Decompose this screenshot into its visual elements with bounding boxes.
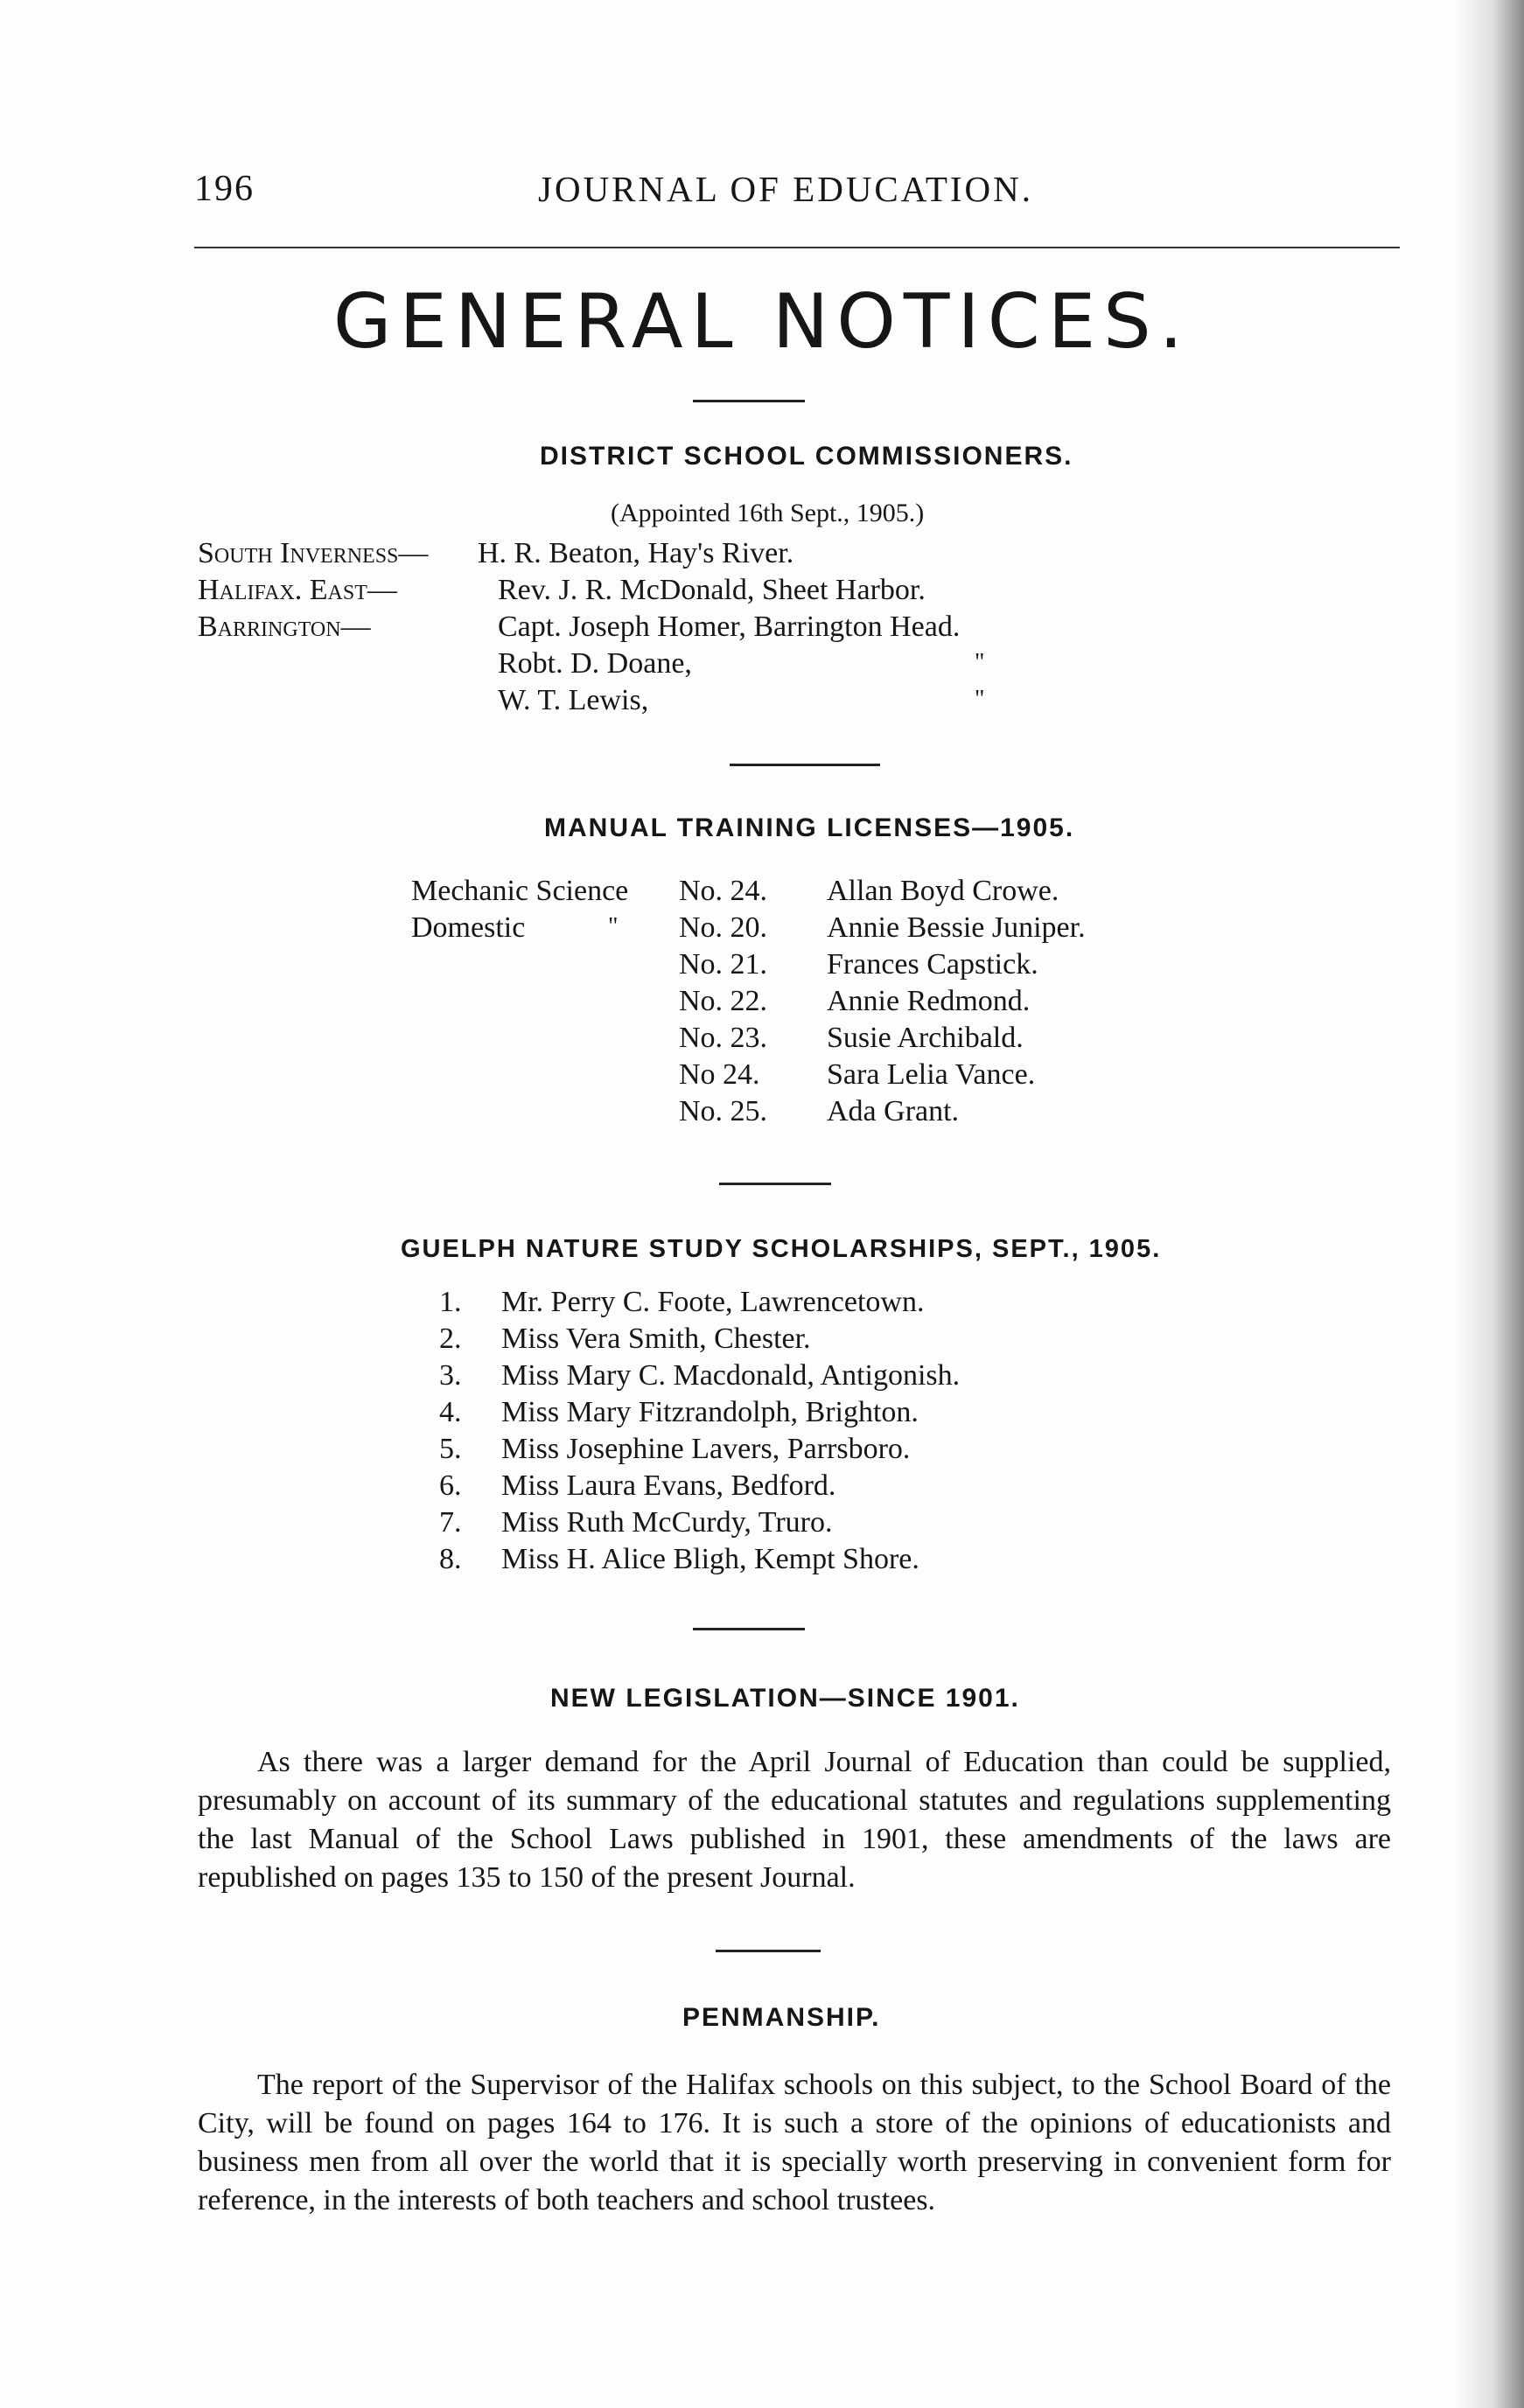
license-holder: Susie Archibald. bbox=[827, 1022, 1024, 1054]
penmanship-paragraph: The report of the Supervisor of the Halifax schools on this subject, to the School Board of the City, will be found on pages 164 to 176. It is such a store of the opinions of educationists and business men from all over the world that it is specially worth preserving in convenient form for reference, in the interests of both teachers and school trustees. bbox=[198, 2069, 1391, 2216]
scholar-name: Miss Ruth McCurdy, Truro. bbox=[501, 1506, 833, 1539]
license-holder: Annie Redmond. bbox=[827, 985, 1031, 1017]
license-number: No. 23. bbox=[679, 1022, 768, 1054]
list-number: 2. bbox=[439, 1323, 462, 1355]
page-title: GENERAL NOTICES. bbox=[332, 278, 1192, 366]
license-holder: Annie Bessie Juniper. bbox=[827, 911, 1086, 944]
license-category: Domestic bbox=[411, 911, 526, 944]
appointed-date: (Appointed 16th Sept., 1905.) bbox=[611, 499, 925, 527]
legislation-heading: NEW LEGISLATION—SINCE 1901. bbox=[550, 1684, 1020, 1713]
scholar-name: Miss Josephine Lavers, Parrsboro. bbox=[501, 1433, 911, 1465]
district-heading: DISTRICT SCHOOL COMMISSIONERS. bbox=[540, 442, 1073, 471]
page-number: 196 bbox=[194, 169, 255, 209]
guelph-heading: GUELPH NATURE STUDY SCHOLARSHIPS, SEPT., 1905. bbox=[401, 1235, 1162, 1263]
license-number: No 24. bbox=[679, 1058, 760, 1091]
list-number: 8. bbox=[439, 1543, 462, 1575]
ditto-mark: " bbox=[975, 649, 985, 676]
license-number: No. 24. bbox=[679, 875, 768, 907]
license-number: No. 25. bbox=[679, 1095, 768, 1127]
list-number: 1. bbox=[439, 1286, 462, 1318]
penmanship-heading: PENMANSHIP. bbox=[682, 2003, 881, 2032]
section-divider bbox=[716, 1950, 821, 1952]
list-number: 6. bbox=[439, 1469, 462, 1502]
license-number: No. 20. bbox=[679, 911, 768, 944]
district-name: Halifax. East— bbox=[198, 574, 397, 606]
scholar-name: Miss Laura Evans, Bedford. bbox=[501, 1469, 836, 1502]
legislation-paragraph: As there was a larger demand for the April Journal of Education than could be supplied, presumably on account of its summary of the educational statutes and regulations supplementing the last Manual of the School Laws published in 1901, these amendments of the laws are republished on pages 135 to 150 of the present Journal. bbox=[198, 1746, 1391, 1894]
section-divider bbox=[730, 764, 880, 766]
license-number: No. 21. bbox=[679, 948, 768, 981]
journal-title: JOURNAL OF EDUCATION. bbox=[538, 169, 1034, 209]
ditto-mark: " bbox=[975, 686, 985, 713]
commissioner-name: Rev. J. R. McDonald, Sheet Harbor. bbox=[498, 574, 926, 606]
scholar-name: Miss H. Alice Bligh, Kempt Shore. bbox=[501, 1543, 919, 1575]
commissioner-name: H. R. Beaton, Hay's River. bbox=[478, 537, 794, 569]
list-number: 7. bbox=[439, 1506, 462, 1539]
header-rule bbox=[194, 247, 1400, 248]
commissioner-name: Robt. D. Doane, bbox=[498, 647, 692, 680]
list-number: 3. bbox=[439, 1359, 462, 1392]
scholar-name: Mr. Perry C. Foote, Lawrencetown. bbox=[501, 1286, 925, 1318]
commissioner-name: Capt. Joseph Homer, Barrington Head. bbox=[498, 611, 961, 643]
license-holder: Ada Grant. bbox=[827, 1095, 960, 1127]
manual-heading: MANUAL TRAINING LICENSES—1905. bbox=[544, 813, 1075, 842]
commissioner-name: W. T. Lewis, bbox=[498, 684, 649, 716]
license-holder: Sara Lelia Vance. bbox=[827, 1058, 1036, 1091]
district-name: South Inverness— bbox=[198, 537, 429, 569]
section-divider bbox=[693, 400, 805, 402]
scholar-name: Miss Vera Smith, Chester. bbox=[501, 1323, 811, 1355]
list-number: 4. bbox=[439, 1396, 462, 1428]
scholar-name: Miss Mary Fitzrandolph, Brighton. bbox=[501, 1396, 919, 1428]
license-holder: Allan Boyd Crowe. bbox=[827, 875, 1059, 907]
section-divider bbox=[719, 1183, 831, 1185]
scholar-name: Miss Mary C. Macdonald, Antigonish. bbox=[501, 1359, 961, 1392]
section-divider bbox=[693, 1628, 805, 1630]
list-number: 5. bbox=[439, 1433, 462, 1465]
license-holder: Frances Capstick. bbox=[827, 948, 1038, 981]
license-category: Mechanic Science bbox=[411, 875, 629, 907]
ditto-mark: " bbox=[608, 913, 619, 940]
license-number: No. 22. bbox=[679, 985, 768, 1017]
district-name: Barrington— bbox=[198, 611, 371, 643]
